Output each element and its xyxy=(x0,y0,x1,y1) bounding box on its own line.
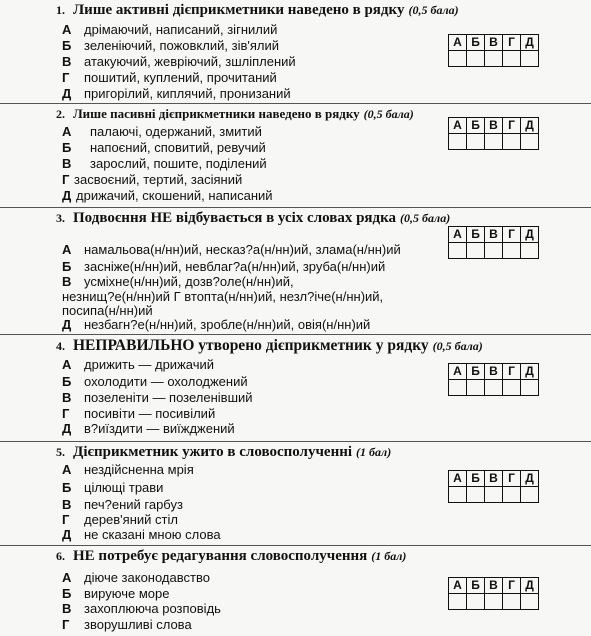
answer-cell[interactable] xyxy=(503,51,521,67)
answer-cell[interactable] xyxy=(449,51,467,67)
answer-grid[interactable]: А Б В Г Д xyxy=(448,117,539,150)
question-text: Подвоєння НЕ відбувається в усіх словах рядка xyxy=(73,210,397,226)
answer-cell[interactable] xyxy=(449,243,467,259)
separator-line xyxy=(0,103,591,104)
question-text: Лише активні дієприкметники наведено в рядку xyxy=(73,2,405,18)
option-d[interactable]: Г зворушливі слова xyxy=(62,617,192,632)
question-number: 1. xyxy=(56,3,65,17)
option-e[interactable]: Д дрижачий, скошений, написаний xyxy=(62,188,273,203)
question-points: (1 бал) xyxy=(371,549,407,563)
question-text: НЕ потребує редагування словосполучення xyxy=(73,548,368,564)
separator-line xyxy=(0,334,591,335)
option-b[interactable]: Б зеленіючий, пожовклий, зів'ялий xyxy=(62,38,279,53)
answer-cell[interactable] xyxy=(521,594,539,610)
question-points: (1 бал) xyxy=(356,445,392,459)
answer-cell[interactable] xyxy=(485,487,503,503)
answer-cell[interactable] xyxy=(503,243,521,259)
question-text: НЕПРАВИЛЬНО утворено дієприкметник у рядку xyxy=(73,337,429,354)
answer-cell[interactable] xyxy=(467,487,485,503)
answer-cell[interactable] xyxy=(485,134,503,150)
answer-cell[interactable] xyxy=(521,380,539,396)
answer-cell[interactable] xyxy=(485,51,503,67)
answer-cell[interactable] xyxy=(521,487,539,503)
option-a[interactable]: А дрижить — дрижачий xyxy=(62,357,214,372)
answer-cell[interactable] xyxy=(503,487,521,503)
option-d[interactable]: Г засвоєний, тертий, засіяний xyxy=(62,172,243,187)
answer-cell[interactable] xyxy=(503,594,521,610)
option-e[interactable]: Д незбагн?е(н/нн)ий, зробле(н/нн)ий, овія(н/нн)ий xyxy=(62,317,371,332)
option-c[interactable]: В усміхне(н/нн)ий, дозв?оле(н/нн)ий, xyxy=(62,274,294,289)
question-points: (0,5 бала) xyxy=(432,339,483,353)
answer-cell[interactable] xyxy=(467,243,485,259)
answer-cell[interactable] xyxy=(449,134,467,150)
option-a[interactable]: А діюче законодавство xyxy=(62,570,210,585)
question-title xyxy=(56,548,406,565)
option-a[interactable]: А нездійсненна мрія xyxy=(62,462,194,477)
answer-grid[interactable]: А Б В Г Д xyxy=(448,470,539,503)
answer-grid[interactable]: А Б В Г Д xyxy=(448,226,539,259)
answer-grid[interactable]: А Б В Г Д xyxy=(448,363,539,396)
option-b[interactable]: Б вируюче море xyxy=(62,586,170,601)
question-text: Лише пасивні дієприкметники наведено в рядку xyxy=(73,106,360,121)
option-d[interactable]: Г дерев'яний стіл xyxy=(62,512,178,527)
answer-cell[interactable] xyxy=(485,380,503,396)
answer-cell[interactable] xyxy=(521,243,539,259)
separator-line xyxy=(0,207,591,208)
question-number: 3. xyxy=(56,211,65,225)
answer-cell[interactable] xyxy=(467,134,485,150)
answer-cell[interactable] xyxy=(449,594,467,610)
question-points: (0,5 бала) xyxy=(408,3,459,17)
question-points: (0,5 бала) xyxy=(400,211,451,225)
option-a[interactable]: А палаючі, одержаний, змитий xyxy=(62,124,262,139)
answer-cell[interactable] xyxy=(467,594,485,610)
option-c[interactable]: В зарослий, пошите, поділений xyxy=(62,156,267,171)
answer-grid[interactable]: А Б В Г Д xyxy=(448,577,539,610)
option-b[interactable]: Б охолодити — охолоджений xyxy=(62,374,248,389)
answer-cell[interactable] xyxy=(503,134,521,150)
option-c-continued: незнищ?е(н/нн)ий Г втопта(н/нн)ий, незл?іче(н/нн)ий, xyxy=(62,289,384,304)
answer-cell[interactable] xyxy=(521,51,539,67)
question-number: 6. xyxy=(56,549,65,563)
question-title xyxy=(56,210,450,227)
answer-cell[interactable] xyxy=(485,594,503,610)
option-a[interactable]: А дрімаючий, написаний, зігнилий xyxy=(62,22,278,37)
question-title xyxy=(56,337,483,355)
option-c[interactable]: В позеленіти — позеленівший xyxy=(62,390,253,405)
option-d[interactable]: Г посивіти — посивілий xyxy=(62,406,216,421)
question-text: Дієприкметник ужито в словосполученні xyxy=(73,444,353,460)
question-number: 5. xyxy=(56,445,65,459)
answer-cell[interactable] xyxy=(449,380,467,396)
option-b[interactable]: Б засніже(н/нн)ий, невблаг?а(н/нн)ий, зруба(н/нн)ий xyxy=(62,259,386,274)
answer-cell[interactable] xyxy=(521,134,539,150)
answer-cell[interactable] xyxy=(503,380,521,396)
question-points: (0,5 бала) xyxy=(363,107,414,121)
question-title xyxy=(56,2,459,19)
separator-line xyxy=(0,441,591,442)
answer-cell[interactable] xyxy=(449,487,467,503)
question-number: 2. xyxy=(56,107,65,121)
question-title xyxy=(56,444,391,461)
option-c-continued: посипа(н/нн)ий xyxy=(62,303,153,318)
answer-cell[interactable] xyxy=(467,51,485,67)
separator-line xyxy=(0,545,591,546)
answer-cell[interactable] xyxy=(467,380,485,396)
question-title xyxy=(56,106,414,122)
option-e[interactable]: Д в?иїздити — виїжджений xyxy=(62,421,235,436)
option-e[interactable]: Д не сказані мною слова xyxy=(62,527,221,542)
answer-grid[interactable]: А Б В Г Д xyxy=(448,34,539,67)
option-b[interactable]: Б цілющі трави xyxy=(62,480,164,495)
answer-cell[interactable] xyxy=(485,243,503,259)
option-c[interactable]: В атакуючий, жевріючий, зшліплений xyxy=(62,54,296,69)
option-c[interactable]: В печ?ений гарбуз xyxy=(62,497,183,512)
option-e[interactable]: Д пригорілий, киплячий, пронизаний xyxy=(62,86,291,101)
option-d[interactable]: Г пошитий, куплений, прочитаний xyxy=(62,70,277,85)
option-b[interactable]: Б напоєний, сповитий, ревучий xyxy=(62,140,266,155)
option-c[interactable]: В захоплююча розповідь xyxy=(62,601,221,616)
option-a[interactable]: А намальова(н/нн)ий, несказ?а(н/нн)ий, злама(н/нн)ий xyxy=(62,242,401,257)
question-number: 4. xyxy=(56,339,65,353)
